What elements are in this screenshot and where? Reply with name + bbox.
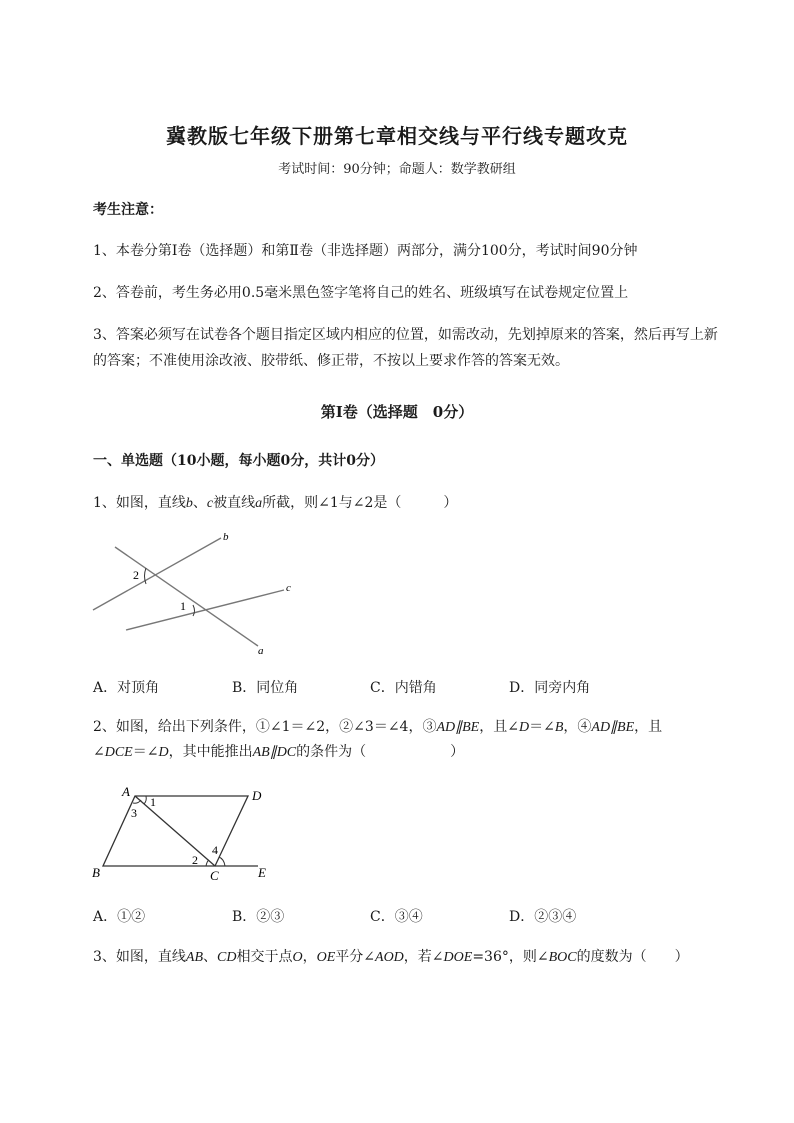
stem-text: =36°，则∠ — [472, 949, 549, 965]
stem-text: ，其中能推出 — [168, 744, 253, 760]
stem-var: O — [292, 950, 303, 965]
q2-option-c[interactable]: C．③④ — [370, 909, 423, 925]
label-E: E — [258, 865, 266, 880]
angle-2-arc — [206, 860, 209, 866]
stem-var: AD∥BE — [436, 720, 480, 735]
stem-text: 相交于点 — [236, 949, 293, 965]
label-angle-2: 2 — [133, 568, 139, 582]
stem-text: 、 — [192, 495, 207, 511]
diagonal-ac — [135, 796, 215, 866]
label-angle-3: 3 — [131, 806, 137, 820]
section-title: 第I卷（选择题 0分） — [320, 403, 474, 421]
stem-text: ，若∠ — [403, 949, 444, 965]
question-2-stem-line2 — [93, 742, 464, 763]
stem-var: AD∥BE — [591, 720, 635, 735]
stem-var: c — [206, 496, 214, 511]
q1-option-c[interactable]: C．内错角 — [370, 680, 437, 696]
stem-text: ＝∠ — [529, 719, 555, 735]
stem-var: CD — [217, 950, 237, 965]
stem-var: D — [158, 745, 169, 760]
stem-text: ＝∠ — [132, 744, 159, 760]
label-angle-1: 1 — [150, 795, 156, 809]
q1-option-b[interactable]: B．同位角 — [232, 680, 299, 696]
page-title: 冀教版七年级下册第七章相交线与平行线专题攻克 — [166, 124, 628, 148]
stem-var: B — [554, 720, 564, 735]
label-angle-1: 1 — [180, 599, 186, 613]
angle-1-arc — [193, 605, 195, 616]
stem-text: 、 — [203, 949, 218, 965]
label-D: D — [252, 788, 262, 803]
part-heading: 一、单选题（10小题，每小题0分，共计0分） — [93, 453, 384, 469]
stem-var: OE — [316, 950, 336, 965]
label-C: C — [210, 868, 219, 883]
stem-text: 所截，则∠1与∠2是（ ） — [262, 495, 458, 511]
stem-var: BOC — [548, 950, 577, 965]
stem-text: ∠ — [93, 744, 105, 760]
stem-text: 的度数为（ ） — [576, 949, 689, 965]
q1-option-d[interactable]: D．同旁内角 — [509, 680, 591, 696]
stem-var: AOD — [375, 950, 404, 965]
label-b: b — [223, 531, 229, 543]
question-1-stem — [93, 493, 457, 514]
label-angle-2: 2 — [192, 853, 198, 867]
page-subtitle: 考试时间：90分钟；命题人：数学教研组 — [278, 162, 516, 177]
question-2-stem-line1 — [93, 717, 662, 738]
stem-var: b — [185, 496, 193, 511]
question-2-figure — [88, 780, 288, 885]
angle-1-arc — [144, 796, 146, 804]
notice-item-1: 1、本卷分第I卷（选择题）和第Ⅱ卷（非选择题）两部分，满分100分，考试时间90分钟 — [93, 243, 638, 259]
q2-option-a[interactable]: A．①② — [93, 909, 146, 925]
stem-text: 3、如图，直线 — [93, 949, 186, 965]
notice-item-2: 2、答卷前，考生务必用0.5毫米黑色签字笔将自己的姓名、班级填写在试卷规定位置上 — [93, 285, 629, 301]
q2-option-d[interactable]: D．②③④ — [509, 909, 577, 925]
label-a: a — [258, 645, 264, 657]
stem-var: AB — [185, 950, 204, 965]
line-a — [115, 547, 258, 646]
stem-text: ，且 — [634, 719, 663, 735]
stem-text: ，④ — [563, 719, 592, 735]
stem-var: DOE — [443, 950, 473, 965]
stem-text: ， — [302, 949, 317, 965]
label-A: A — [122, 784, 130, 799]
stem-var: AB∥DC — [252, 745, 297, 760]
stem-text: 被直线 — [213, 495, 256, 511]
stem-text: 的条件为（ ） — [296, 744, 465, 760]
stem-text: 1、如图，直线 — [93, 495, 186, 511]
angle-4-arc — [219, 857, 225, 866]
line-b — [93, 538, 221, 610]
label-B: B — [92, 865, 100, 880]
notice-heading: 考生注意： — [93, 202, 163, 218]
question-1-figure — [88, 530, 308, 660]
question-3-stem — [93, 947, 689, 968]
q2-option-b[interactable]: B．②③ — [232, 909, 285, 925]
notice-item-3: 3、答案必须写在试卷各个题目指定区域内相应的位置，如需改动，先划掉原来的答案，然后再写上新 — [93, 327, 718, 343]
stem-var: a — [255, 496, 263, 511]
label-angle-4: 4 — [212, 843, 218, 857]
angle-2-arc — [145, 568, 147, 584]
label-c: c — [286, 582, 291, 594]
stem-text: 2、如图，给出下列条件，①∠1＝∠2，②∠3＝∠4，③ — [93, 719, 437, 735]
q1-option-a[interactable]: A．对顶角 — [93, 680, 160, 696]
stem-var: D — [518, 720, 530, 735]
stem-var: DCE — [104, 745, 133, 760]
notice-item-3-cont: 的答案；不准使用涂改液、胶带纸、修正带，不按以上要求作答的答案无效。 — [93, 353, 569, 369]
stem-text: ，且∠ — [479, 719, 519, 735]
stem-text: 平分∠ — [335, 949, 376, 965]
